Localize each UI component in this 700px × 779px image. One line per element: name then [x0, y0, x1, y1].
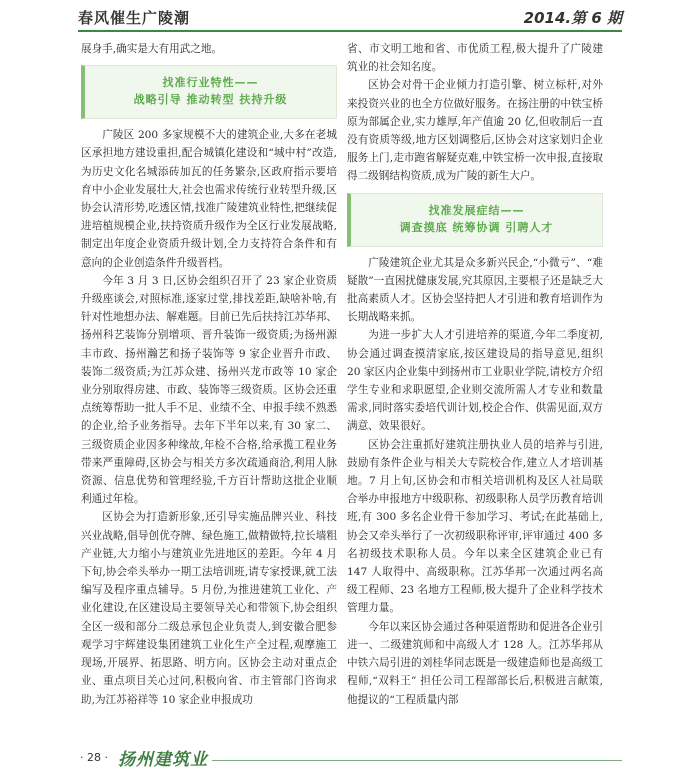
right-column [347, 40, 603, 709]
section-heading-development [347, 193, 603, 247]
left-intro-text: 展身手,确实是大有用武之地。 [81, 43, 223, 55]
body-paragraph: 今年以来区协会通过各种渠道帮助和促进各企业引进一、二级建筑师和中高级人才 128 人。江苏华邦从中铁六局引进的刘桂华同志既是一级建造师也是高级工程师,“双料王” 担任公司工程部部长后,积极进言献策,他提议的“工程质量内部 [347, 620, 603, 706]
body-paragraph: 广陵区 200 多家规模不大的建筑企业,大多在老城区承担地方建设重担,配合城镇化建设和“城中村”改造,为历史文化名城添砖加瓦的任务繁杂,区政府指示要培育中小企业发展壮大,社会也需求传统行业转型升级,区协会认清形势,吃透区情,找准广陵建筑业特性,把继续促进培植规模企业,扶持资质升级作为全区行业发展战略,制定出年度企业资质升级计划,全力支持符合条件和有意向的企业创造条件升级晋档。 [81, 129, 337, 269]
magazine-logo: 扬州建筑业 [118, 750, 208, 770]
body-paragraph: 区协会为打造新形象,还引导实施品牌兴业、科技兴业战略,倡导创优夺牌、绿色施工,做精做特,拉长墙粗产业链,大力缩小与建筑业先进地区的差距。今年 4 月下旬,协会牵头举办一期工法培训班,请专家授课,就工法编写及程序重点辅导。5 月份,为推进建筑工业化、产业化建设,在区建设局主要领导关心和带领下,协会组织全区一级和部分二级总承包企业负责人,到安徽合肥参观学习宇辉建设集团建筑工业化生产全过程,观摩施工现场,开展界、拓思路、明方向。区协会主动对重点企业、重点项目关心过问,积极向省、市主管部门咨询求助,为江苏裕祥等 10 家企业申报成功 [81, 511, 337, 706]
issue-number: 2014.第 6 期 [523, 9, 622, 27]
section-heading-industry [81, 65, 337, 119]
body-paragraph: 广陵建筑企业尤其是众多新兴民企,“小微亏”、“难疑散”一直困扰健康发展,究其原因,主要根子还是缺乏大批高素质人才。区协会坚持把人才引进和教育培训作为长期战略来抓。 [347, 256, 603, 324]
body-paragraph: 今年 3 月 3 日,区协会组织召开了 23 家企业资质升级座谈会,对照标准,逐家过堂,排找差距,缺啥补啥,有针对性地想办法、解难题。目前已先后扶持江苏华邦、扬州科艺装饰分别增项、晋升装饰一级资质;为扬州源丰市政、扬州瀚艺和扬子装饰等 9 家企业晋升市政、装饰二级资质;为江苏众建、扬州兴龙市政等 10 家企业分别取得房建、市政、装饰等三级资质。区协会还重点统筹帮助一批人手不足、业绩不全、申报手续不熟悉的企业,给予业务指导。去年下半年以来,有 30 家二、三级资质企业因多种缘故,年检不合格,给承揽工程业务带来严重障碍,区协会与相关方多次疏通商洽,利用人脉资源、信息优势和管理经验,千方百计帮助这批企业顺利通过年检。 [81, 274, 337, 506]
body-paragraph: 省、市文明工地和省、市优质工程,极大提升了广陵建筑业的社会知名度。 [347, 43, 603, 74]
page-footer [0, 742, 700, 779]
section-subtitle: 调查摸底 统筹协调 引聘人才 [399, 220, 554, 234]
body-paragraph: 区协会注重抓好建筑注册执业人员的培养与引进,鼓励有条件企业与相关大专院校合作,建立人才培训基地。7 月上旬,区协会和市相关培训机构及区人社局联合举办申报地方中级职称、初级职称人员学历教育培训班,有 300 多名企业骨干参加学习、考试;在此基础上,协会又牵头举行了一次初级职称评审,评审通过 400 多名初级技术职称人员。今年以来全区建筑企业已有 147 人取得中、高级职称。江苏华邦一次通过两名高级工程师、23 名地方工程师,极大提升了企业科学技术管理力量。 [347, 438, 603, 615]
section-title: 找准行业特性—— [162, 76, 259, 90]
footer-divider [212, 760, 622, 761]
section-subtitle: 战略引导 推动转型 扶持升级 [133, 93, 288, 107]
header-divider [78, 30, 622, 32]
page-number: · 28 · [80, 751, 108, 764]
header-title: 春风催生广陵潮 [78, 9, 191, 27]
body-paragraph: 为进一步扩大人才引进培养的渠道,今年二季度初,协会通过调查摸清家底,按区建设局的指导意见,组织 20 家区内企业集中到扬州市工业职业学院,请校方介绍学生专业和求职愿望,企业则交流所需人才专业和数量需求,同时落实委培代训计划,校企合作、供需见面,双方满意、效果很好。 [347, 329, 603, 433]
page-header [0, 0, 700, 34]
body-paragraph: 区协会对骨干企业倾力打造引擎、树立标杆,对外来投资兴业的也全方位做好服务。在扬注册的中铁宝桥原为部属企业,实力雄厚,年产值逾 20 亿,但收制后一直没有资质等级,地方区划调整后,区协会对这家划归企业服务上门,走市跑省解疑克难,中铁宝桥一次申报,直接取得二级钢结构资质,成为广陵的新生大户。 [347, 79, 603, 183]
left-column [81, 40, 337, 709]
section-title: 找准发展症结—— [428, 203, 525, 217]
